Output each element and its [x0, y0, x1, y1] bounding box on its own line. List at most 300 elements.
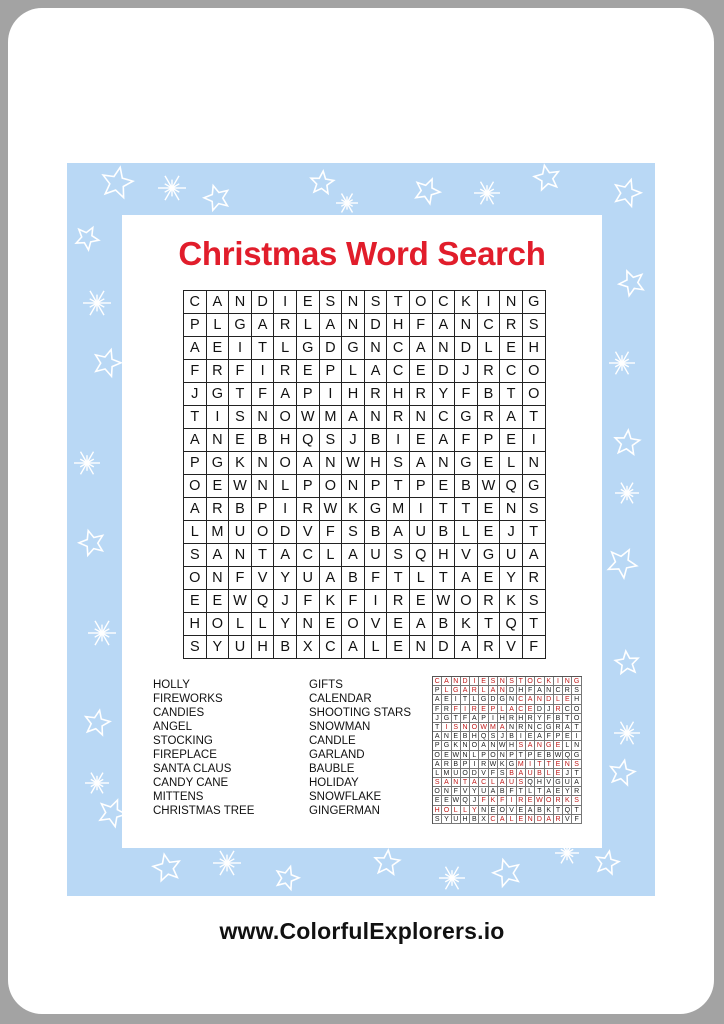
grid-letter: H [252, 636, 275, 659]
grid-letter: L [365, 636, 388, 659]
star-icon [611, 760, 635, 785]
grid-letter: R [297, 498, 320, 521]
grid-letter: G [342, 337, 365, 360]
grid-letter: D [455, 337, 478, 360]
grid-letter: I [387, 429, 410, 452]
answer-key-letter: B [470, 815, 479, 824]
answer-key-letter: O [461, 769, 470, 778]
answer-key-letter: D [535, 705, 544, 714]
answer-key-letter: E [489, 806, 498, 815]
grid-letter: I [229, 337, 252, 360]
grid-letter: H [387, 383, 410, 406]
answer-key-letter: M [442, 769, 451, 778]
answer-key-letter: N [535, 695, 544, 704]
answer-key-letter: A [507, 705, 516, 714]
grid-letter: E [297, 360, 320, 383]
grid-letter: R [478, 406, 501, 429]
grid-letter: P [297, 475, 320, 498]
grid-letter: O [455, 590, 478, 613]
word-list-item: CANDY CANE [153, 777, 229, 789]
star-icon [96, 350, 121, 377]
answer-key-letter: Q [479, 732, 488, 741]
grid-letter: O [342, 613, 365, 636]
grid-letter: G [455, 406, 478, 429]
answer-key-letter: O [526, 677, 535, 686]
answer-key-letter: C [535, 677, 544, 686]
grid-letter: L [342, 360, 365, 383]
grid-letter: T [387, 567, 410, 590]
grid-letter: Q [297, 429, 320, 452]
answer-key-letter: A [470, 714, 479, 723]
answer-key-letter: A [535, 732, 544, 741]
answer-key-letter: A [489, 787, 498, 796]
answer-key-letter: K [563, 796, 572, 805]
answer-key-letter: L [526, 787, 535, 796]
grid-letter: B [274, 636, 297, 659]
star-icon [608, 550, 636, 578]
answer-key-letter: T [563, 714, 572, 723]
answer-key-letter: P [461, 760, 470, 769]
answer-key-letter: R [479, 760, 488, 769]
answer-key-letter: G [507, 760, 516, 769]
word-list-item: MITTENS [153, 791, 204, 803]
answer-key-letter: G [545, 723, 554, 732]
grid-letter: G [523, 475, 546, 498]
answer-key-letter: F [461, 714, 470, 723]
grid-letter: N [252, 452, 275, 475]
grid-letter: G [478, 544, 501, 567]
answer-key-letter: S [572, 796, 581, 805]
grid-letter: T [387, 475, 410, 498]
grid-letter: E [297, 291, 320, 314]
answer-key-letter: H [470, 732, 479, 741]
grid-letter: C [297, 544, 320, 567]
grid-letter: L [252, 613, 275, 636]
answer-key-letter: D [507, 686, 516, 695]
grid-letter: H [342, 383, 365, 406]
grid-letter: E [320, 613, 343, 636]
answer-key-letter: J [545, 705, 554, 714]
snowflake-icon [336, 194, 358, 213]
answer-key-letter: P [554, 732, 563, 741]
grid-letter: C [387, 360, 410, 383]
answer-key-letter: L [433, 769, 442, 778]
grid-letter: T [433, 567, 456, 590]
answer-key-letter: E [479, 677, 488, 686]
grid-letter: A [207, 291, 230, 314]
grid-letter: O [523, 360, 546, 383]
answer-key-letter: B [507, 732, 516, 741]
answer-key-letter: S [489, 677, 498, 686]
answer-key-letter: G [572, 677, 581, 686]
grid-letter: J [274, 590, 297, 613]
answer-key-letter: S [572, 760, 581, 769]
grid-letter: A [387, 521, 410, 544]
grid-letter: W [229, 475, 252, 498]
grid-letter: Y [274, 567, 297, 590]
answer-key-letter: N [442, 732, 451, 741]
answer-key-letter: E [554, 769, 563, 778]
grid-letter: T [387, 291, 410, 314]
answer-key-letter: V [507, 806, 516, 815]
grid-letter: P [184, 314, 207, 337]
answer-key-letter: C [554, 686, 563, 695]
answer-key-letter: N [563, 677, 572, 686]
grid-letter: N [523, 452, 546, 475]
word-list-item: GIFTS [309, 679, 343, 691]
grid-letter: A [342, 406, 365, 429]
grid-letter: W [342, 452, 365, 475]
answer-key-letter: B [507, 769, 516, 778]
grid-letter: N [252, 475, 275, 498]
answer-key-letter: A [498, 723, 507, 732]
answer-key-letter: E [526, 732, 535, 741]
grid-letter: C [478, 314, 501, 337]
answer-key-letter: O [442, 806, 451, 815]
answer-key-letter: T [545, 760, 554, 769]
answer-key-letter: O [470, 723, 479, 732]
star-icon [76, 228, 99, 250]
grid-letter: E [229, 429, 252, 452]
snowflake-icon [85, 773, 109, 794]
grid-letter: N [410, 636, 433, 659]
word-list-item: SANTA CLAUS [153, 763, 232, 775]
grid-letter: H [433, 544, 456, 567]
answer-key-letter: E [554, 741, 563, 750]
grid-letter: O [184, 567, 207, 590]
answer-key-letter: D [470, 769, 479, 778]
answer-key-letter: A [526, 741, 535, 750]
grid-letter: Y [274, 613, 297, 636]
grid-letter: G [523, 291, 546, 314]
grid-letter: G [207, 383, 230, 406]
answer-key-letter: W [480, 723, 487, 731]
answer-key-letter: O [470, 741, 479, 750]
grid-letter: L [455, 521, 478, 544]
answer-key-letter: Q [461, 796, 470, 805]
answer-key-grid [432, 676, 582, 824]
answer-key-letter: L [461, 806, 470, 815]
answer-key-letter: C [433, 677, 442, 686]
answer-key-letter: A [545, 787, 554, 796]
grid-letter: P [252, 498, 275, 521]
answer-key-letter: C [563, 705, 572, 714]
grid-letter: N [297, 613, 320, 636]
answer-key-letter: F [452, 787, 461, 796]
answer-key-letter: E [452, 732, 461, 741]
grid-letter: U [229, 521, 252, 544]
grid-letter: P [320, 360, 343, 383]
grid-letter: N [342, 475, 365, 498]
grid-letter: P [365, 475, 388, 498]
answer-key-letter: A [535, 686, 544, 695]
word-list-item: FIREPLACE [153, 749, 217, 761]
answer-key-letter: T [517, 677, 526, 686]
grid-letter: A [342, 544, 365, 567]
answer-key-letter: G [498, 695, 507, 704]
grid-letter: R [478, 360, 501, 383]
answer-key-letter: K [489, 796, 498, 805]
answer-key-letter: Q [526, 778, 535, 787]
answer-key-letter: L [554, 695, 563, 704]
answer-key-letter: T [572, 723, 581, 732]
grid-letter: S [387, 452, 410, 475]
grid-letter: S [387, 544, 410, 567]
grid-letter: G [297, 337, 320, 360]
answer-key-letter: K [452, 741, 461, 750]
grid-letter: B [478, 383, 501, 406]
answer-key-letter: L [563, 741, 572, 750]
grid-letter: O [523, 383, 546, 406]
grid-letter: A [500, 406, 523, 429]
grid-letter: L [297, 314, 320, 337]
answer-key-letter: P [507, 751, 516, 760]
grid-letter: R [207, 360, 230, 383]
grid-letter: A [410, 452, 433, 475]
answer-key-letter: A [563, 723, 572, 732]
answer-key-letter: N [498, 751, 507, 760]
answer-key-letter: G [554, 778, 563, 787]
grid-letter: Q [500, 475, 523, 498]
grid-letter: E [387, 613, 410, 636]
grid-letter: J [500, 521, 523, 544]
grid-letter: A [184, 337, 207, 360]
grid-letter: E [478, 567, 501, 590]
grid-letter: A [184, 498, 207, 521]
grid-letter: S [320, 429, 343, 452]
grid-letter: F [410, 314, 433, 337]
grid-letter: F [320, 521, 343, 544]
answer-key-letter: L [507, 815, 516, 824]
word-list-column-2 [309, 678, 411, 818]
grid-letter: Q [410, 544, 433, 567]
grid-letter: A [455, 567, 478, 590]
grid-letter: O [320, 475, 343, 498]
answer-key-letter: N [489, 741, 498, 750]
letter-grid [183, 290, 546, 659]
grid-letter: K [229, 452, 252, 475]
answer-key-letter: W [489, 760, 497, 768]
grid-letter: I [365, 590, 388, 613]
answer-key-letter: W [498, 742, 506, 750]
grid-letter: N [455, 314, 478, 337]
grid-letter: S [184, 636, 207, 659]
grid-letter: O [207, 613, 230, 636]
answer-key-letter: G [479, 695, 488, 704]
grid-letter: D [320, 337, 343, 360]
grid-letter: P [478, 429, 501, 452]
star-icon [534, 165, 558, 190]
answer-key-letter: S [572, 686, 581, 695]
grid-letter: T [478, 613, 501, 636]
grid-letter: A [342, 636, 365, 659]
grid-letter: Q [252, 590, 275, 613]
word-list-item: SNOWFLAKE [309, 791, 382, 803]
grid-letter: E [207, 475, 230, 498]
grid-letter: Y [500, 567, 523, 590]
answer-key-letter: G [572, 751, 581, 760]
grid-letter: A [207, 544, 230, 567]
answer-key-letter: I [554, 677, 563, 686]
grid-letter: R [410, 383, 433, 406]
answer-key-letter: H [535, 778, 544, 787]
answer-key-letter: E [526, 796, 535, 805]
answer-key-letter: T [452, 714, 461, 723]
snowflake-icon [213, 851, 241, 875]
grid-letter: L [274, 475, 297, 498]
grid-letter: N [252, 406, 275, 429]
grid-letter: S [320, 291, 343, 314]
grid-letter: F [523, 636, 546, 659]
answer-key-letter: N [479, 806, 488, 815]
grid-letter: M [387, 498, 410, 521]
answer-key-letter: A [442, 778, 451, 787]
answer-key-letter: T [517, 751, 526, 760]
star-icon [616, 180, 641, 207]
grid-letter: T [252, 337, 275, 360]
answer-key-letter: F [507, 787, 516, 796]
star-icon [86, 710, 110, 735]
word-list-item: ANGEL [153, 721, 192, 733]
grid-letter: W [433, 590, 456, 613]
grid-letter: T [184, 406, 207, 429]
answer-key-letter: R [517, 796, 526, 805]
grid-letter: B [365, 429, 388, 452]
answer-key-letter: N [507, 695, 516, 704]
star-icon [416, 179, 440, 204]
grid-letter: K [455, 613, 478, 636]
grid-letter: E [410, 360, 433, 383]
answer-key-letter: B [535, 806, 544, 815]
grid-letter: D [433, 360, 456, 383]
grid-letter: F [184, 360, 207, 383]
grid-letter: L [184, 521, 207, 544]
answer-key-letter: I [517, 732, 526, 741]
answer-key-letter: A [498, 778, 507, 787]
grid-letter: G [365, 498, 388, 521]
grid-letter: A [184, 429, 207, 452]
grid-letter: V [365, 613, 388, 636]
answer-key-letter: U [526, 769, 535, 778]
word-list-item: CHRISTMAS TREE [153, 805, 255, 817]
answer-key-letter: G [545, 741, 554, 750]
answer-key-letter: D [535, 815, 544, 824]
grid-letter: E [410, 590, 433, 613]
answer-key-letter: A [526, 695, 535, 704]
grid-letter: A [433, 429, 456, 452]
grid-letter: B [365, 521, 388, 544]
grid-letter: A [320, 314, 343, 337]
grid-letter: J [455, 360, 478, 383]
answer-key-letter: L [470, 695, 479, 704]
answer-key-letter: L [498, 705, 507, 714]
grid-letter: S [229, 406, 252, 429]
answer-key-letter: S [498, 769, 507, 778]
answer-key-letter: S [489, 732, 498, 741]
word-list-item: GARLAND [309, 749, 365, 761]
answer-key-letter: O [498, 806, 507, 815]
grid-letter: E [207, 590, 230, 613]
grid-letter: G [207, 452, 230, 475]
grid-letter: L [207, 314, 230, 337]
answer-key-letter: I [526, 760, 535, 769]
star-icon [615, 651, 638, 673]
answer-key-letter: Q [563, 806, 572, 815]
answer-key-letter: O [545, 796, 554, 805]
star-icon [153, 854, 179, 880]
answer-key-letter: F [479, 796, 488, 805]
grid-letter: K [342, 498, 365, 521]
answer-key-letter: T [461, 778, 470, 787]
answer-key-letter: N [452, 677, 461, 686]
answer-key-letter: E [442, 751, 451, 760]
answer-key-letter: E [526, 705, 535, 714]
grid-letter: V [455, 544, 478, 567]
answer-key-letter: F [572, 815, 581, 824]
grid-letter: O [274, 406, 297, 429]
grid-letter: A [320, 567, 343, 590]
answer-key-letter: F [433, 705, 442, 714]
word-list-item: HOLIDAY [309, 777, 359, 789]
answer-key-letter: E [554, 787, 563, 796]
answer-key-letter: L [470, 751, 479, 760]
answer-key-letter: S [433, 778, 442, 787]
grid-letter: A [410, 337, 433, 360]
grid-letter: N [433, 452, 456, 475]
grid-letter: U [410, 521, 433, 544]
answer-key-letter: T [572, 769, 581, 778]
grid-letter: J [184, 383, 207, 406]
answer-key-letter: T [517, 787, 526, 796]
grid-letter: X [297, 636, 320, 659]
answer-key-letter: L [452, 806, 461, 815]
grid-letter: N [320, 452, 343, 475]
answer-key-letter: R [572, 787, 581, 796]
answer-key-letter: F [452, 705, 461, 714]
grid-letter: F [229, 360, 252, 383]
grid-letter: K [500, 590, 523, 613]
grid-letter: N [229, 544, 252, 567]
answer-key-letter: R [554, 723, 563, 732]
grid-letter: D [252, 291, 275, 314]
answer-key-letter: T [535, 760, 544, 769]
answer-key-letter: N [526, 723, 535, 732]
answer-key-letter: F [526, 686, 535, 695]
snowflake-icon [83, 291, 111, 315]
grid-letter: K [455, 291, 478, 314]
answer-key-letter: B [498, 787, 507, 796]
grid-letter: S [342, 521, 365, 544]
answer-key-letter: O [433, 787, 442, 796]
answer-key-letter: B [554, 714, 563, 723]
grid-letter: Q [500, 613, 523, 636]
grid-letter: A [274, 544, 297, 567]
grid-letter: K [320, 590, 343, 613]
answer-key-letter: I [442, 723, 451, 732]
grid-letter: L [320, 544, 343, 567]
answer-key-letter: S [433, 815, 442, 824]
answer-key-letter: T [572, 806, 581, 815]
answer-key-letter: E [442, 796, 451, 805]
grid-letter: R [274, 360, 297, 383]
grid-letter: S [184, 544, 207, 567]
grid-letter: I [274, 498, 297, 521]
answer-key-letter: R [442, 760, 451, 769]
answer-key-letter: E [563, 695, 572, 704]
answer-key-letter: A [479, 741, 488, 750]
grid-letter: D [365, 314, 388, 337]
answer-key-letter: A [461, 686, 470, 695]
